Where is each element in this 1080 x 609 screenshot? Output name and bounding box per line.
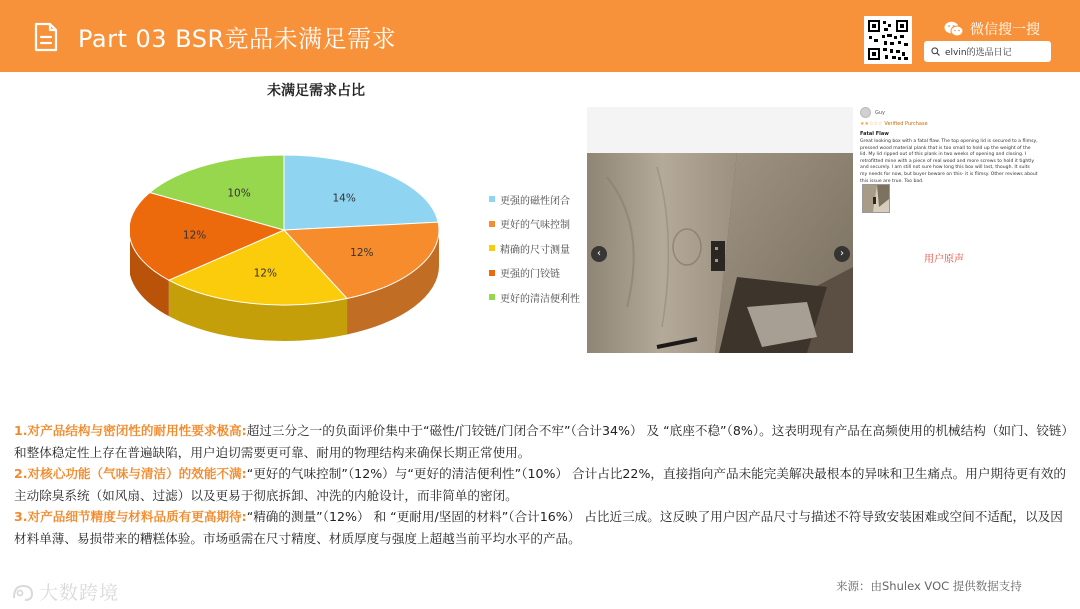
legend-swatch: [489, 196, 495, 202]
insight-1: [14, 420, 1074, 463]
pie-value-label-4: 10%: [227, 187, 251, 200]
chart-title: 未满足需求占比: [267, 83, 365, 99]
legend-swatch: [489, 221, 495, 227]
insight-text: “更好的气味控制”（12%）与“更好的清洁便利性”（10%） 合计占比22%，直接指向产品未能完美解决最根本的异味和卫生痛点。用户期待更有效的主动除臭系统（如风扇、过滤）以及更易于彻底拆卸、冲洗的内舱设计，而非简单的密闭。: [14, 466, 1067, 503]
header-bar: [0, 0, 1080, 72]
product-photo: [587, 107, 853, 353]
watermark-logo: [12, 578, 119, 605]
verified-badge: Verified Purchase: [884, 121, 928, 127]
insight-heading: 3.对产品细节精度与材料品质有更高期待:: [14, 509, 247, 524]
review-title: Fatal Flaw: [860, 131, 889, 137]
review-user: Guy: [875, 109, 886, 116]
legend-label: 更强的磁性闭合: [500, 195, 570, 207]
legend-item-1: [489, 212, 580, 237]
page-title: Part 03 BSR竞品未满足需求: [78, 25, 397, 53]
legend-label: 更好的清洁便利性: [500, 293, 580, 305]
avatar: [860, 107, 871, 118]
pie-value-label-0: 14%: [332, 192, 356, 205]
insight-2: [14, 463, 1074, 506]
pie-value-label-1: 12%: [350, 246, 374, 259]
legend-label: 精确的尺寸测量: [500, 244, 570, 256]
pie-slice-0: [284, 155, 438, 230]
legend-swatch: [489, 245, 495, 251]
photo-image: [587, 107, 853, 353]
star-rating: ★★☆☆☆: [860, 121, 883, 127]
prev-image-button[interactable]: ‹: [591, 246, 607, 262]
legend-label: 更强的门铰链: [500, 269, 560, 281]
chart-legend: [489, 187, 580, 310]
pie-chart: [130, 140, 480, 350]
legend-item-0: [489, 187, 580, 212]
legend-swatch: [489, 294, 495, 300]
source-note: 来源：由Shulex VOC 提供数据支持: [836, 579, 1022, 593]
customer-review: [860, 107, 1040, 185]
insight-heading: 2.对核心功能（气味与清洁）的效能不满:: [14, 466, 247, 481]
search-input[interactable]: [924, 41, 1051, 62]
insight-heading: 1.对产品结构与密闭性的耐用性要求极高:: [14, 423, 247, 438]
insight-3: [14, 506, 1074, 549]
qr-code-icon[interactable]: [864, 16, 912, 64]
legend-swatch: [489, 270, 495, 276]
document-icon: [33, 22, 59, 52]
legend-label: 更好的气味控制: [500, 220, 570, 232]
brand-logo-icon: [12, 582, 34, 602]
wechat-search-label: [944, 19, 1040, 39]
next-image-button[interactable]: ›: [834, 246, 850, 262]
insight-text: “精确的测量”（12%） 和 “更耐用/坚固的材料”（合计16%） 占比近三成。这反映了用户因产品尺寸与描述不符导致安装困难或空间不适配，以及因材料单薄、易损带来的糟糕体验。市场亟需在尺寸精度、材质厚度与强度上超越当前平均水平的产品。: [14, 509, 1063, 546]
review-header: [860, 107, 1040, 118]
user-voice-label: 用户原声: [924, 254, 964, 265]
wechat-icon: [944, 21, 964, 37]
search-value: elvin的选品日记: [945, 48, 1012, 58]
pie-value-label-3: 12%: [182, 229, 207, 242]
review-body: Great looking box with a fatal flaw. The top opening lid is secured to a flimsy, pressed wood material plank that is too small to hold up the weight of the lid. My lid ripped out of this plank in two weeks of opening and closing. I retrofitted mine with a piece of real wood and more screws to hold it tightly and securely. I am still not sure how long this box will last, though. It suits my needs for now, but buyer beware on this- it is flimsy. Other reviews about this issue are true. Too bad.: [860, 139, 1038, 184]
watermark-text: 大数跨境: [39, 582, 120, 604]
thumbnail-image: [863, 185, 889, 212]
pie-value-label-2: 12%: [253, 267, 277, 280]
insight-text: 超过三分之一的负面评价集中于“磁性/门铰链/门闭合不牢”（合计34%） 及 “底座不稳”（8%）。这表明现有产品在高频使用的机械结构（如门、铰链）和整体稳定性上存在普遍缺陷，用户迫切需要更可靠、耐用的物理结构来确保长期正常使用。: [14, 423, 1074, 460]
insights: [14, 420, 1074, 549]
legend-item-2: [489, 236, 580, 261]
review-thumbnail[interactable]: [862, 184, 890, 213]
review-stars: [860, 121, 1040, 127]
wechat-label-text: 微信搜一搜: [970, 22, 1040, 38]
legend-item-3: [489, 261, 580, 286]
search-icon: [931, 47, 940, 56]
legend-item-4: [489, 285, 580, 310]
